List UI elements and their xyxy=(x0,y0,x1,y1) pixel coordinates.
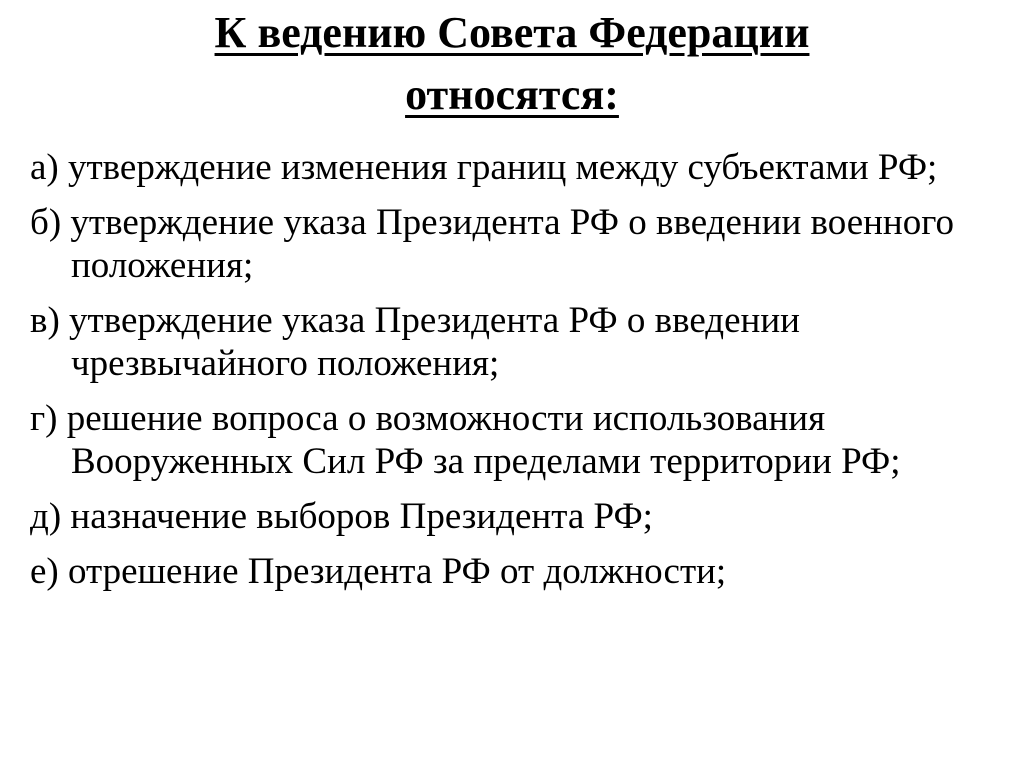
slide-title-line-2: относятся: xyxy=(405,70,619,119)
slide-title-line-1: К ведению Совета Федерации xyxy=(214,8,810,57)
list-item-e: е) отрешение Президента РФ от должности; xyxy=(30,551,727,592)
list-item-b: б) утверждение указа Президента РФ о введении военного положения; xyxy=(30,202,954,286)
powers-list xyxy=(30,146,1000,605)
slide-title xyxy=(0,2,1024,126)
list-item-v: в) утверждение указа Президента РФ о введении чрезвычайного положения; xyxy=(30,300,800,384)
list-item-a: а) утверждение изменения границ между субъектами РФ; xyxy=(30,147,938,188)
list-item-g: г) решение вопроса о возможности использования Вооруженных Сил РФ за пределами территории РФ; xyxy=(30,398,901,482)
list-item-d: д) назначение выборов Президента РФ; xyxy=(30,496,653,537)
